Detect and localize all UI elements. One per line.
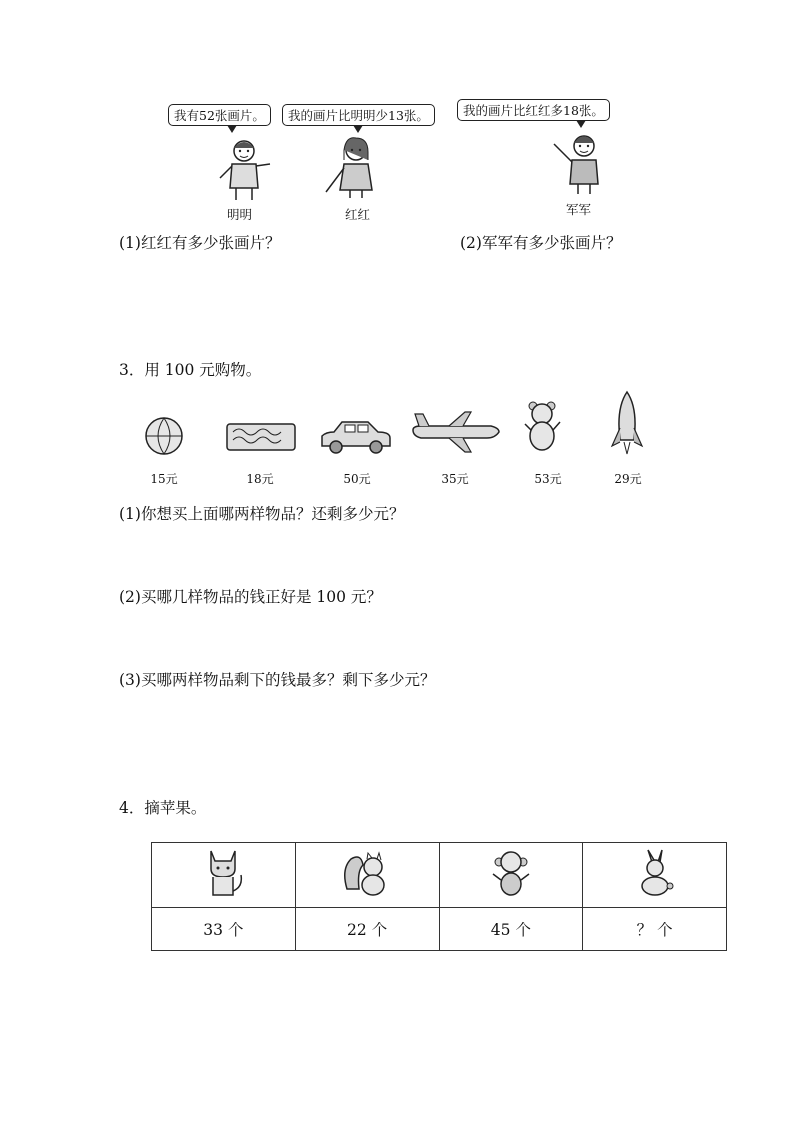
table-cell xyxy=(439,843,583,908)
table-row xyxy=(152,908,727,951)
girl-honghong-icon xyxy=(320,134,386,200)
price-car: 50元 xyxy=(343,472,371,486)
car-icon xyxy=(318,416,394,456)
table-cell xyxy=(152,843,296,908)
question-3-2: (2)买哪几样物品的钱正好是 100 元？ xyxy=(119,588,382,606)
speech-bubble-junjun: 我的画片比红红多18张。 xyxy=(457,99,610,121)
section-4-title: 4．摘苹果。 xyxy=(119,799,207,817)
question-3-1: (1)你想买上面哪两样物品？还剩多少元？ xyxy=(119,505,405,523)
price-airplane: 35元 xyxy=(441,472,469,486)
price-bear: 53元 xyxy=(534,472,562,486)
squirrel-icon xyxy=(341,849,393,897)
cat-icon xyxy=(201,847,245,899)
boy-mingming-icon xyxy=(212,136,276,202)
price-cake: 18元 xyxy=(246,472,274,486)
apple-table xyxy=(151,842,727,951)
ball-icon xyxy=(144,416,184,456)
count-cat: 33 个 xyxy=(152,908,296,951)
table-cell xyxy=(295,843,439,908)
table-cell xyxy=(583,843,727,908)
bear-icon xyxy=(523,400,563,456)
airplane-icon xyxy=(409,408,501,454)
count-monkey: 45 个 xyxy=(439,908,583,951)
cake-icon xyxy=(225,418,297,452)
rabbit-icon xyxy=(630,848,680,898)
name-mingming: 明明 xyxy=(227,207,253,222)
rocket-icon xyxy=(610,390,644,458)
name-honghong: 红红 xyxy=(345,207,371,222)
boy-junjun-icon xyxy=(550,130,610,196)
speech-bubble-mingming: 我有52张画片。 xyxy=(168,104,271,126)
question-2-1: (1)红红有多少张画片？ xyxy=(119,234,281,252)
section-3-title: 3．用 100 元购物。 xyxy=(119,361,262,379)
price-rocket: 29元 xyxy=(614,472,642,486)
name-junjun: 军军 xyxy=(566,202,592,217)
count-rabbit: ？ 个 xyxy=(583,908,727,951)
monkey-icon xyxy=(487,848,535,898)
question-3-3: (3)买哪两样物品剩下的钱最多？剩下多少元？ xyxy=(119,671,436,689)
count-squirrel: 22 个 xyxy=(295,908,439,951)
price-ball: 15元 xyxy=(150,472,178,486)
question-2-2: (2)军军有多少张画片？ xyxy=(460,234,622,252)
speech-bubble-honghong: 我的画片比明明少13张。 xyxy=(282,104,435,126)
table-row xyxy=(152,843,727,908)
